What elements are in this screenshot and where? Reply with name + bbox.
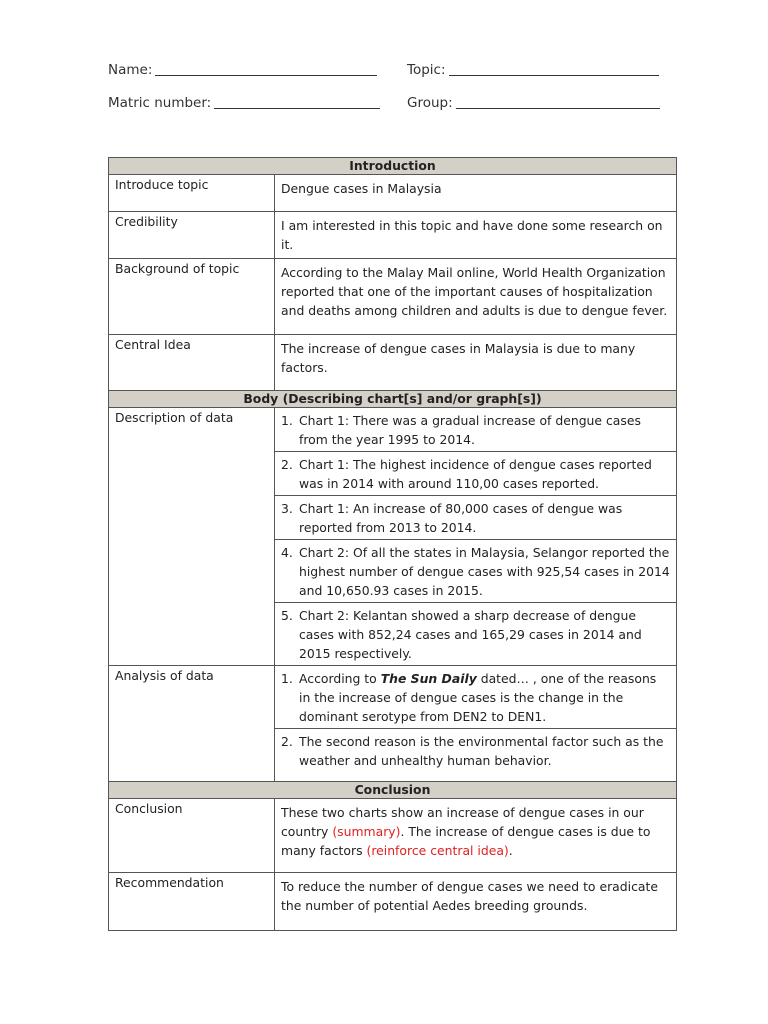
list-item[interactable]: 3. Chart 1: An increase of 80,000 cases of dengue was reported from 2013 to 2014. xyxy=(275,495,676,539)
matric-label: Matric number: xyxy=(108,95,212,111)
central-idea-value[interactable]: The increase of dengue cases in Malaysia is due to many factors. xyxy=(281,341,636,375)
summary-note: (summary) xyxy=(332,824,401,839)
recommendation-value[interactable]: To reduce the number of dengue cases we need to eradicate the number of potential Aedes breeding grounds. xyxy=(281,879,658,913)
table-row xyxy=(109,259,677,335)
list-item[interactable]: 2. Chart 1: The highest incidence of dengue cases reported was in 2014 with around 110,00 cases reported. xyxy=(275,451,676,495)
topic-field[interactable] xyxy=(407,62,659,78)
matric-line xyxy=(214,108,380,109)
list-item[interactable]: 1. According to The Sun Daily dated… , one of the reasons in the increase of dengue cases is the change in the dominant serotype from DEN2 to DEN1. xyxy=(281,671,657,724)
analysis-label: Analysis of data xyxy=(109,666,275,782)
table-row xyxy=(109,408,677,666)
conclusion-value[interactable]: These two charts show an increase of dengue cases in our country (summary). The increase of dengue cases is due to many factors (reinforce central idea). xyxy=(281,805,651,858)
analysis-list xyxy=(275,666,676,772)
speech-outline-table xyxy=(108,157,677,931)
introduce-topic-value[interactable]: Dengue cases in Malaysia xyxy=(281,181,442,196)
topic-label: Topic: xyxy=(407,62,446,78)
credibility-label: Credibility xyxy=(109,212,275,259)
group-line xyxy=(456,108,660,109)
table-row xyxy=(109,873,677,931)
list-item[interactable]: 5. Chart 2: Kelantan showed a sharp decrease of dengue cases with 852,24 cases and 165,29 cases in 2014 and 2015 respectively. xyxy=(275,602,676,665)
background-value[interactable]: According to the Malay Mail online, World Health Organization reported that one of the important causes of hospitalization and deaths among children and adults is due to dengue fever. xyxy=(281,265,668,318)
conclusion-label: Conclusion xyxy=(109,799,275,873)
matric-field[interactable] xyxy=(108,95,380,111)
credibility-value[interactable]: I am interested in this topic and have done some research on it. xyxy=(281,218,663,252)
central-idea-label: Central Idea xyxy=(109,335,275,391)
list-item[interactable]: 4. Chart 2: Of all the states in Malaysia, Selangor reported the highest number of dengue cases with 925,54 cases in 2014 and 10,650.93 cases in 2015. xyxy=(275,539,676,602)
table-row xyxy=(109,666,677,782)
conclusion-header: Conclusion xyxy=(109,782,677,799)
table-row xyxy=(109,335,677,391)
list-item[interactable]: 1. Chart 1: There was a gradual increase of dengue cases from the year 1995 to 2014. xyxy=(281,413,641,447)
table-row xyxy=(109,175,677,212)
reinforce-note: (reinforce central idea) xyxy=(366,843,509,858)
recommendation-label: Recommendation xyxy=(109,873,275,931)
body-header: Body (Describing chart[s] and/or graph[s]) xyxy=(109,391,677,408)
table-row xyxy=(109,212,677,259)
name-label: Name: xyxy=(108,62,153,78)
introduction-header: Introduction xyxy=(109,158,677,175)
background-label: Background of topic xyxy=(109,259,275,335)
list-item[interactable]: 2. The second reason is the environmental factor such as the weather and unhealthy human behavior. xyxy=(275,728,676,772)
name-field[interactable] xyxy=(108,62,377,78)
group-field[interactable] xyxy=(407,95,660,111)
introduce-topic-label: Introduce topic xyxy=(109,175,275,212)
name-line xyxy=(155,75,377,76)
description-list xyxy=(275,408,676,665)
table-row xyxy=(109,799,677,873)
topic-line xyxy=(449,75,659,76)
group-label: Group: xyxy=(407,95,453,111)
description-label: Description of data xyxy=(109,408,275,666)
